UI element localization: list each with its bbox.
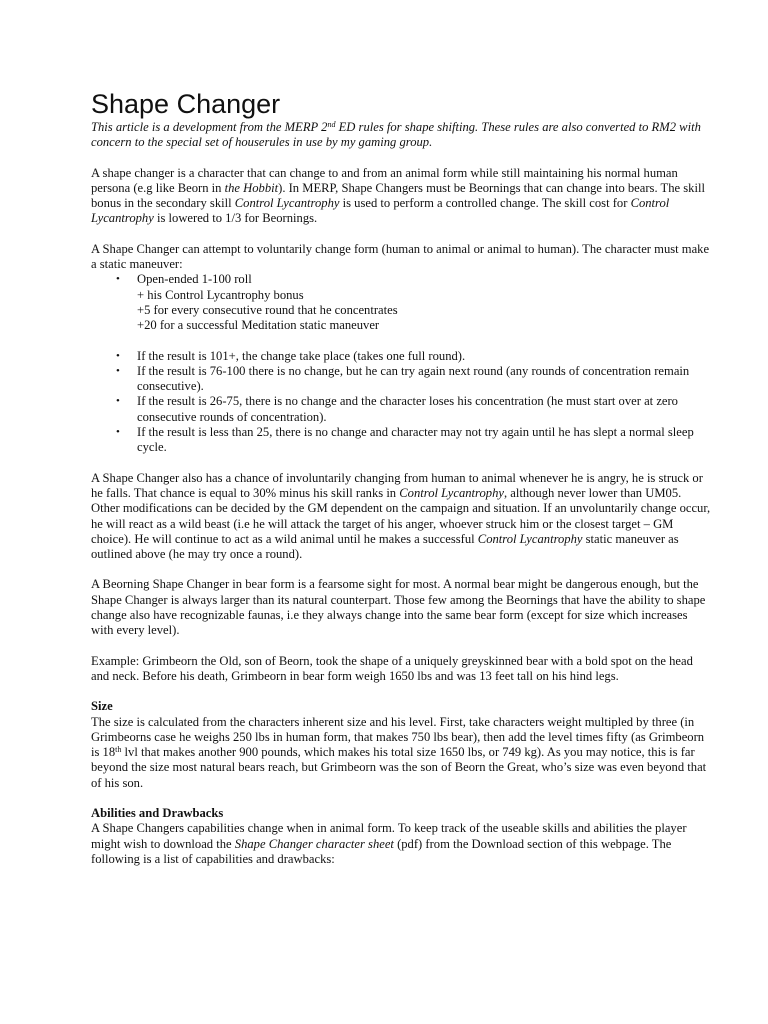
list-item: • If the result is less than 25, there is no change and character may not try again until he has slept a normal sleep cycle.	[137, 425, 711, 456]
list-item	[137, 272, 711, 333]
section-heading-size: Size	[91, 699, 113, 714]
roll-list	[91, 272, 711, 333]
superscript: th	[115, 745, 122, 755]
italic-text: Control Lycantrophy	[399, 485, 504, 500]
list-item: • If the result is 76-100 there is no change, but he can try again next round (any rounds of concentration remain consecutive).	[137, 364, 711, 395]
text: A shape changer is a character that can change to and from an animal form while still maintaining his normal human persona (e.g like Beorn in	[91, 165, 678, 195]
intro-text-cont: ED rules for shape shifting. These rules are also converted to RM2 with concern to the special set of houserules in use by my gaming group.	[91, 120, 701, 150]
section-heading-abilities: Abilities and Drawbacks	[91, 805, 224, 820]
italic-text: Control Lycantrophy	[234, 196, 340, 211]
intro-paragraph	[91, 120, 711, 151]
list-item: • If the result is 101+, the change take place (takes one full round).	[137, 349, 711, 364]
intro-text: This article is a development from the MERP 2	[91, 120, 328, 134]
list-item: • If the result is 26-75, there is no change and the character loses his concentration (he must start over at zero consecutive rounds of concentration).	[137, 394, 711, 425]
text: lvl that makes another 900 pounds, which makes his total size 1650 lbs, or 749 kg). As you may notice, this is far beyond the size most natural bears reach, but Grimbeorn was the son of Beorn the Great, who’s size was even beyond that of his son.	[91, 745, 707, 790]
paragraph-example: Example: Grimbeorn the Old, son of Beorn, took the shape of a uniquely greyskinned bear with a bold spot on the head and neck. Before his death, Grimbeorn in bear form weigh 1650 lbs and was 13 feet tall on his hind legs.	[91, 653, 693, 683]
text: ). In MERP, Shape Changers must be Beornings that can change into bears. The skill bonus in the secondary skill	[91, 180, 705, 211]
text: static maneuver as outlined above (he may try once a round).	[91, 531, 679, 562]
italic-text: Control Lycantrophy	[91, 196, 670, 226]
document-body	[91, 88, 711, 867]
spacer	[91, 334, 711, 349]
text: A Shape Changer also has a chance of involuntarily changing from human to animal whenever he is angry, he is struck or he falls. That chance is equal to 30% minus his skill ranks in	[91, 470, 703, 500]
italic-text: Control Lycantrophy	[477, 531, 583, 546]
paragraph-definition	[91, 166, 711, 227]
text: , although never lower than UM05. Other modifications can be decided by the GM dependent on the campaign and situation. If an unvoluntarily change occur, he will react as a wild beast (i.e he will attack the target of his anger, whoever struck him or the closest target – GM choice). He will continue to act as a wild animal until he makes a successful	[91, 485, 711, 546]
text: (pdf) from the Download section of this webpage. The following is a list of capabilities and drawbacks:	[91, 836, 672, 866]
roll-line: • Open-ended 1-100 roll	[137, 272, 252, 287]
intro-superscript: nd	[327, 120, 336, 129]
paragraph-size	[91, 715, 711, 791]
roll-line: +5 for every consecutive round that he concentrates	[137, 302, 398, 317]
text: The size is calculated from the characters inherent size and his level. First, take characters weight multipled by three (in Grimbeorns case he weighs 250 lbs in human form, that makes 750 lbs bear), then add the level times fifty (as Grimbeorn is 18	[91, 714, 705, 760]
italic-text: Shape Changer character sheet	[234, 836, 394, 851]
paragraph-voluntary-change: A Shape Changer can attempt to voluntarily change form (human to animal or animal to human). The character must make a static maneuver:	[91, 241, 710, 272]
page-title: Shape Changer	[91, 89, 281, 119]
italic-text: the Hobbit	[224, 180, 279, 195]
text: is used to perform a controlled change. The skill cost for	[339, 196, 631, 211]
roll-line: +20 for a successful Meditation static maneuver	[137, 318, 380, 333]
text: is lowered to 1/3 for Beornings.	[153, 211, 318, 226]
text: A Shape Changers capabilities change when in animal form. To keep track of the useable skills and abilities the player might wish to download the	[91, 821, 687, 851]
roll-line: + his Control Lycantrophy bonus	[137, 287, 304, 302]
paragraph-beorning: A Beorning Shape Changer in bear form is a fearsome sight for most. A normal bear might be dangerous enough, but the Shape Changer is always larger than its natural counterpart. Those few among the Beornings that have the ability to shape change also have recognizable faunas, i.e they always change into the same bear form (except for size which increases with every level).	[91, 577, 706, 638]
results-list	[91, 349, 711, 456]
paragraph-abilities	[91, 821, 711, 867]
paragraph-involuntary-change	[91, 471, 711, 563]
